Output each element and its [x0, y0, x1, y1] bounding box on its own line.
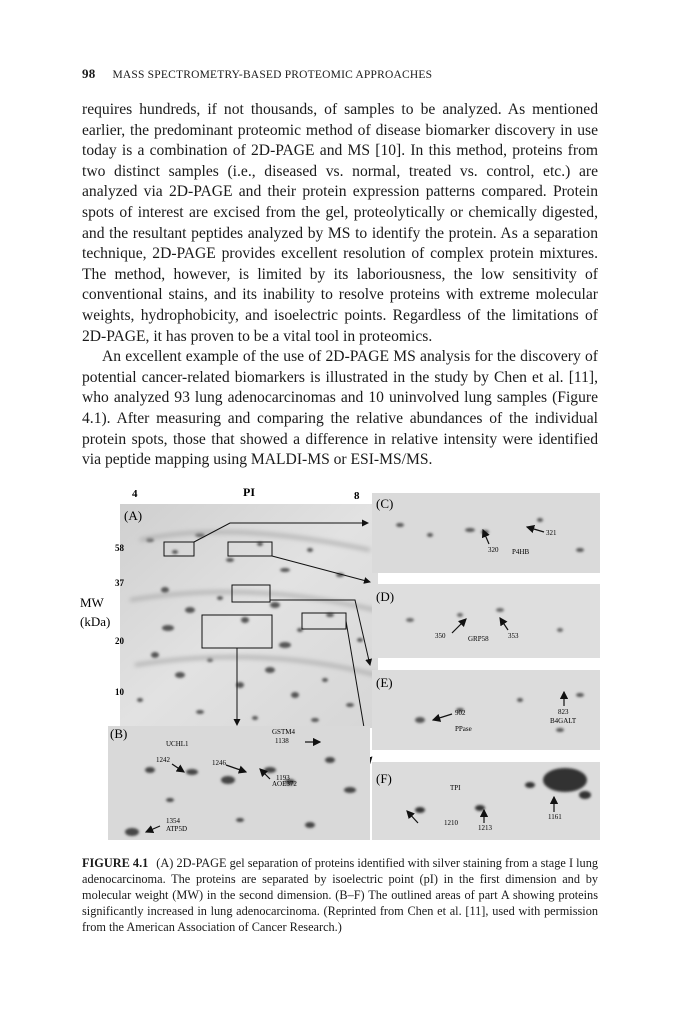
panel-f-1161: 1161: [548, 813, 562, 821]
running-title: MASS SPECTROMETRY-BASED PROTEOMIC APPROACHES: [112, 69, 433, 81]
panel-d-353: 353: [508, 632, 519, 640]
mw-tick-37: 37: [115, 578, 124, 588]
mw-label: MW: [80, 595, 104, 610]
pi-max: 8: [354, 490, 360, 502]
pi-min: 4: [132, 488, 138, 500]
panel-b-uchl1: UCHL1: [166, 740, 189, 748]
panel-c-320: 320: [488, 546, 499, 554]
panel-d-350: 350: [435, 632, 446, 640]
panel-b: [108, 726, 370, 840]
running-header: [82, 66, 602, 82]
panel-f-tpi: TPI: [450, 784, 461, 792]
figure-caption: [82, 855, 598, 935]
panel-e-label: (E): [376, 675, 393, 690]
figure-graphic: [80, 480, 600, 840]
page-number: 98: [82, 66, 96, 81]
body-text: [82, 100, 598, 471]
paragraph-2: An excellent example of the use of 2D-PAGE MS analysis for the discovery of potential cancer-related biomarkers is illustrated in the study by Chen et al. [11], who analyzed 93 lung adenocarcinomas and 10 uninvolved lung samples (Figure 4.1). After measuring and comparing the relative abundances of the individual protein spots, those that showed a difference in relative intensity were identified via peptide mapping using MALDI-MS or ESI-MS/MS.: [82, 348, 598, 469]
panel-b-1246: 1246: [212, 759, 226, 767]
panel-f-label: (F): [376, 771, 392, 786]
panel-c: [372, 493, 600, 573]
panel-f-1210: 1210: [444, 819, 458, 827]
panel-d: [372, 584, 600, 658]
panel-e-b4galt: B4GALT: [550, 717, 577, 725]
mw-unit: (kDa): [80, 614, 111, 629]
panel-c-321: 321: [546, 529, 557, 537]
panel-b-atp5d: ATP5D: [166, 825, 188, 833]
pi-label: PI: [243, 485, 255, 499]
panel-d-label: (D): [376, 589, 395, 604]
panel-f-1213: 1213: [478, 824, 492, 832]
panel-e: [372, 670, 600, 750]
panel-b-1354: 1354: [166, 817, 180, 825]
caption-text: (A) 2D-PAGE gel separation of proteins identified with silver staining from a stage I lung adenocarcinoma. The proteins are separated by isoelectric point (pI) in the first dimension and by molecular weight (MW) in the second dimension. (B–F) The outlined areas of part A showing proteins significantly increased in lung adenocarcinoma. (Reprinted from Chen et al. [11], used with permission from the American Association of Cancer Research.): [82, 856, 598, 934]
caption-label: FIGURE 4.1: [82, 856, 149, 870]
paragraph-1: requires hundreds, if not thousands, of samples to be analyzed. As mentioned earlier, the predominant proteomic method of disease biomarker discovery in use today is a combination of 2D-PAGE and MS [10]. In this method, proteins from two distinct samples (i.e., diseased vs. normal, treated vs. control, etc.) are analyzed via 2D-PAGE and their protein expression patterns compared. Protein spots of interest are excised from the gel, proteolytically or chemically digested, and the resultant peptides analyzed by MS to identify the protein. As a separation technique, 2D-PAGE provides excellent resolution of complex protein mixtures. The method, however, is limited by its laboriousness, the low sensitivity of conventional stains, and its inability to resolve proteins with extreme molecular weights, hydrophobicity, and isoelectric points. Regardless of the limitations of 2D-PAGE, it has proven to be a vital tool in proteomics.: [82, 101, 598, 345]
panel-b-gstm4: GSTM4: [272, 728, 295, 736]
panel-b-1242: 1242: [156, 756, 170, 764]
panel-e-902: 902: [455, 709, 466, 717]
figure-4-1: [80, 480, 600, 840]
panel-a-gel: [120, 504, 378, 728]
panel-c-label: (C): [376, 496, 394, 511]
panel-b-label: (B): [110, 726, 128, 741]
panel-b-aoe372: AOE372: [272, 780, 297, 788]
panel-e-823: 823: [558, 708, 569, 716]
mw-tick-58: 58: [115, 543, 124, 553]
panel-c-p4hb: P4HB: [512, 548, 530, 556]
mw-tick-20: 20: [115, 636, 124, 646]
panel-b-1138: 1138: [275, 737, 289, 745]
panel-e-ppase: PPase: [455, 725, 472, 733]
panel-d-grp58: GRP58: [468, 635, 489, 643]
panel-a-label: (A): [124, 508, 143, 523]
panel-f: [372, 762, 600, 840]
panel-b-1193: 1193: [276, 774, 290, 782]
mw-tick-10: 10: [115, 687, 124, 697]
